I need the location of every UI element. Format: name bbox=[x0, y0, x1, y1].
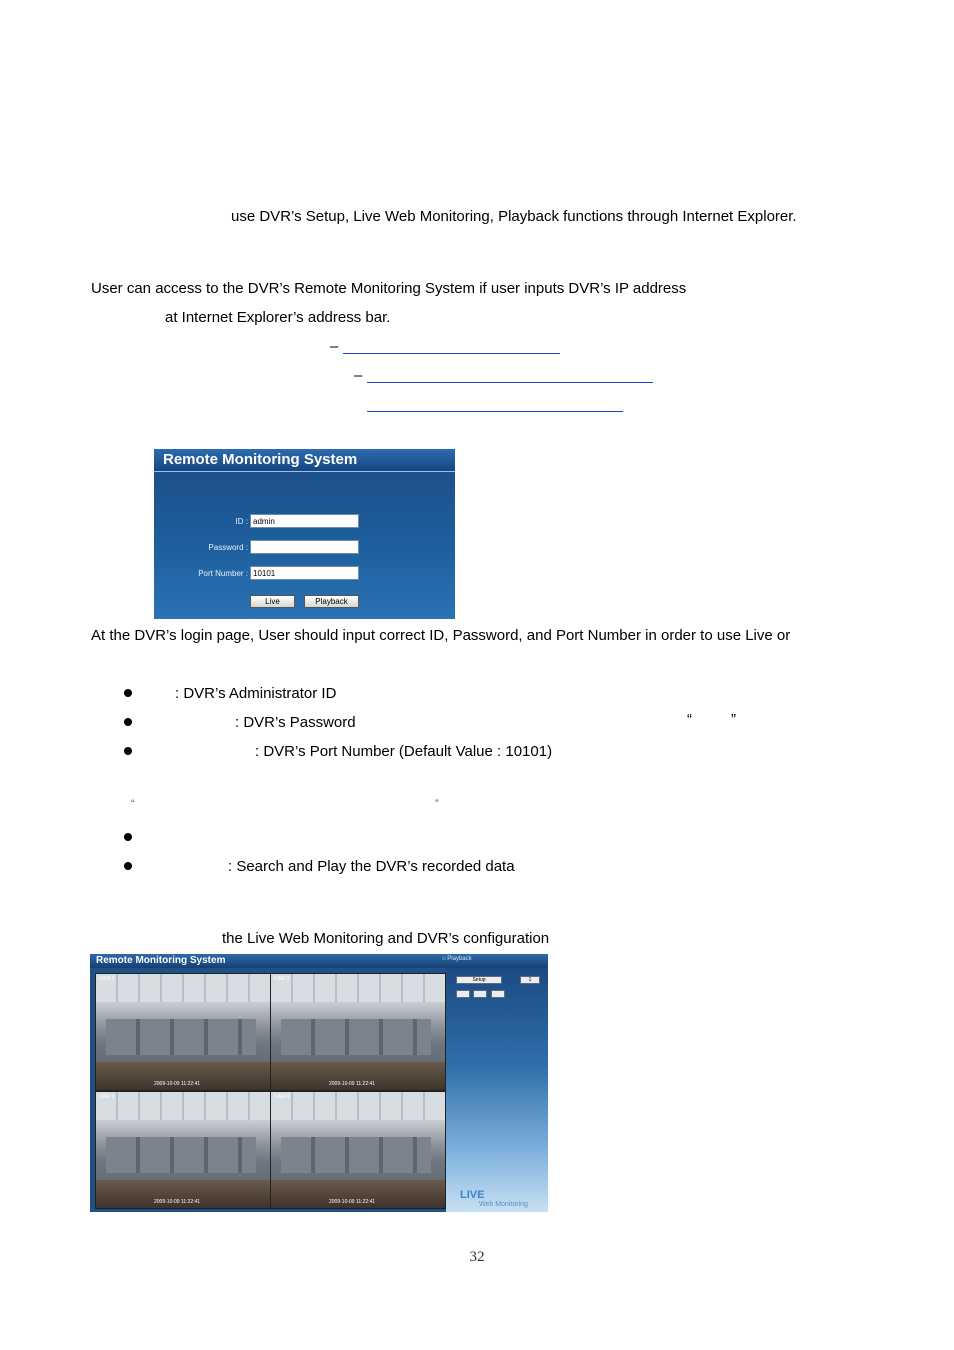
live-title: Remote Monitoring System bbox=[90, 954, 548, 968]
camera-label: CAM 4 bbox=[274, 1094, 290, 1100]
setup-button[interactable]: Setup bbox=[456, 976, 502, 984]
live-button[interactable]: Live bbox=[250, 595, 295, 608]
blue-open-quote: “ bbox=[131, 798, 135, 810]
quad-view-icon[interactable] bbox=[473, 990, 487, 998]
office-partition bbox=[281, 1137, 431, 1173]
camera-grid bbox=[95, 973, 446, 1209]
open-quote: “ bbox=[687, 711, 692, 728]
camera-timestamp: 2009-10-09 11:22:41 bbox=[329, 1081, 376, 1087]
login-screenshot bbox=[154, 449, 455, 619]
playback-description: : Search and Play the DVR’s recorded data bbox=[228, 858, 515, 875]
playback-link-label: Playback bbox=[447, 956, 472, 962]
bullet-icon bbox=[124, 862, 132, 870]
bullet-icon bbox=[124, 833, 132, 841]
control-panel bbox=[446, 968, 548, 1212]
office-ceiling bbox=[271, 1092, 445, 1120]
address-bar-text: at Internet Explorer’s address bar. bbox=[165, 309, 391, 326]
camera-view[interactable] bbox=[271, 1092, 445, 1208]
live-monitoring-screenshot bbox=[90, 954, 548, 1212]
camera-timestamp: 2009-10-09 11:22:41 bbox=[154, 1199, 201, 1205]
camera-view[interactable] bbox=[271, 974, 445, 1090]
live-brand: LIVE bbox=[460, 1189, 485, 1201]
camera-timestamp: 2009-10-09 11:22:41 bbox=[329, 1199, 376, 1205]
close-quote: ” bbox=[731, 711, 736, 728]
office-ceiling bbox=[96, 1092, 270, 1120]
live-brand-subtitle: Web Monitoring bbox=[479, 1201, 528, 1208]
playback-button[interactable]: Playback bbox=[304, 595, 359, 608]
id-description: : DVR’s Administrator ID bbox=[175, 685, 337, 702]
password-description: : DVR’s Password bbox=[235, 714, 356, 731]
port-label: Port Number : bbox=[198, 569, 248, 578]
camera-view[interactable] bbox=[96, 1092, 270, 1208]
bullet-icon bbox=[124, 689, 132, 697]
office-partition bbox=[281, 1019, 431, 1055]
camera-label: CAM 3 bbox=[99, 1094, 115, 1100]
example-link-3[interactable] bbox=[367, 411, 623, 412]
channel-select[interactable]: 1 bbox=[520, 976, 540, 984]
office-partition bbox=[106, 1019, 256, 1055]
bullet-icon bbox=[124, 747, 132, 755]
bullet-icon bbox=[124, 718, 132, 726]
intro-text: use DVR’s Setup, Live Web Monitoring, Playback functions through Internet Explorer. bbox=[231, 208, 797, 225]
office-ceiling bbox=[271, 974, 445, 1002]
playback-link[interactable] bbox=[442, 956, 472, 962]
blue-close-quote: ” bbox=[435, 798, 439, 810]
camera-view[interactable] bbox=[96, 974, 270, 1090]
live-monitoring-text: the Live Web Monitoring and DVR’s configuration bbox=[222, 930, 550, 947]
office-ceiling bbox=[96, 974, 270, 1002]
id-label: ID : bbox=[235, 517, 248, 526]
password-label: Password : bbox=[208, 543, 248, 552]
camera-label: CAM 2 bbox=[274, 976, 290, 982]
capture-icon[interactable] bbox=[491, 990, 505, 998]
home-icon: ⌂ bbox=[442, 956, 446, 962]
id-input[interactable]: admin bbox=[250, 514, 359, 528]
password-input[interactable] bbox=[250, 540, 359, 554]
port-input[interactable]: 10101 bbox=[250, 566, 359, 580]
example-link-1[interactable] bbox=[343, 353, 560, 354]
page-number: 32 bbox=[469, 1249, 485, 1265]
single-view-icon[interactable] bbox=[456, 990, 470, 998]
port-description: : DVR’s Port Number (Default Value : 10101) bbox=[255, 743, 553, 760]
example-link-2[interactable] bbox=[367, 382, 653, 383]
camera-timestamp: 2009-10-09 11:22:41 bbox=[154, 1081, 201, 1087]
camera-label: CAM 1 bbox=[99, 976, 115, 982]
login-instructions: At the DVR’s login page, User should input correct ID, Password, and Port Number in order to use Live or bbox=[91, 627, 791, 644]
office-partition bbox=[106, 1137, 256, 1173]
dash-2: – bbox=[354, 367, 363, 384]
login-title: Remote Monitoring System bbox=[154, 449, 455, 472]
access-text: User can access to the DVR’s Remote Monitoring System if user inputs DVR’s IP address bbox=[91, 280, 687, 297]
dash-1: – bbox=[330, 338, 339, 355]
